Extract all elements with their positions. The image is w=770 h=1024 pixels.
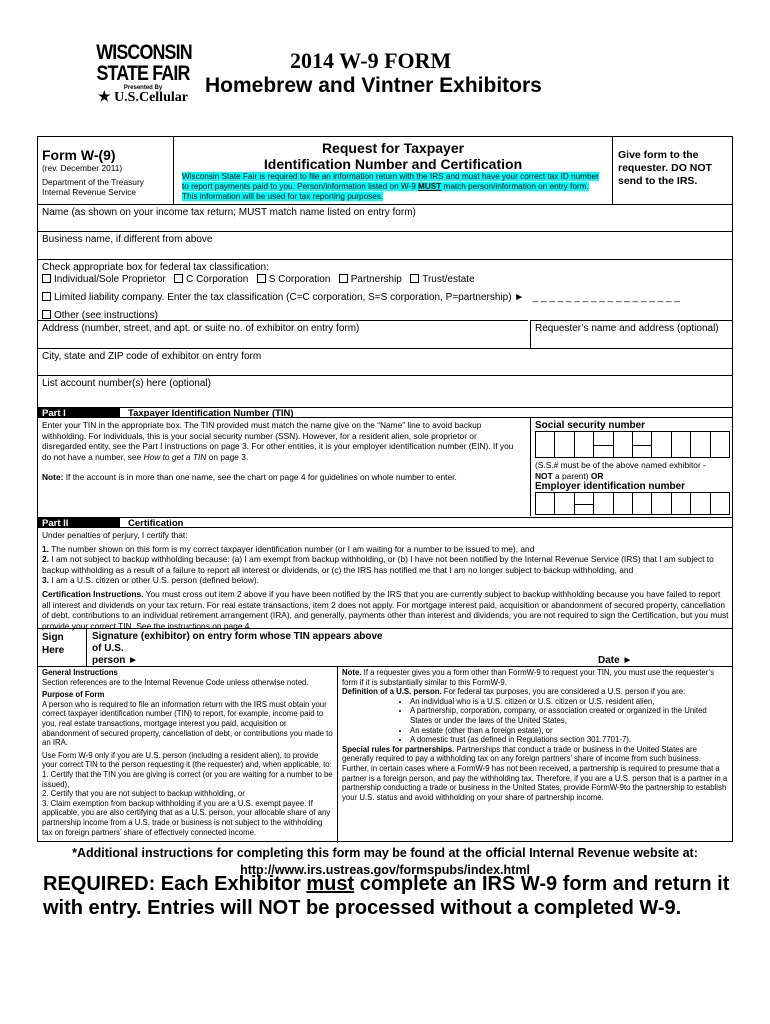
w9-form xyxy=(37,136,733,842)
checkbox-c-corp[interactable] xyxy=(174,274,183,283)
requester-field[interactable]: Requester’s name and address (optional) xyxy=(530,320,732,348)
address-field[interactable]: Address (number, street, and apt. or suite no. of exhibitor on entry form) xyxy=(38,320,528,348)
required-notice: REQUIRED: Each Exhibitor must complete an IRS W-9 form and return it with entry. Entries will NOT be processed without a completed W-9. xyxy=(43,873,730,919)
form-revision: (rev. December 2011) xyxy=(42,163,123,173)
agency: Internal Revenue Service xyxy=(42,187,137,198)
tin-box xyxy=(530,418,734,516)
checkbox-partnership[interactable] xyxy=(339,274,348,283)
checkbox-other[interactable] xyxy=(42,310,51,319)
certification-text: Under penalties of perjury, I certify that: 1. The number shown on this form is my correct taxpayer identification number (or I am waiting for a number to be issued to me), and 2. I am not subject to backup withholding because: (a) I am exempt from backup withholding, or (b) I have not been notified by the Internal Revenue Service (IRS) that I am subject to backup withholding as a result of a failure to report all interest or dividends, or (c) the IRS has notified me that I am no longer subject to backup withholding, and 3. I am a U.S. citizen or other U.S. person (defined below). Certification Instructions. You must cross out item 2 above if you have been notified by the IRS that you are currently subject to backup withholding because you have failed to report all interest and dividends on your tax return. For real estate transactions, item 2 does not apply. For mortgage interest paid, acquisition or abandonment of secured property, cancellation of debt, contributions to an individual retirement arrangement (IRA), and generally, payments other than interest and dividends, you are not required to sign the Certification, but you must provide your correct TIN. See the instructions on page 4. xyxy=(42,530,729,631)
checkbox-trust[interactable] xyxy=(410,274,419,283)
part2-header: Part II Certification xyxy=(38,517,732,528)
tax-classification: Check appropriate box for federal tax classification: Individual/Sole Proprietor C Corporation S Corporation Partnership Trust/estate Limited liability company. Enter the tax classification (C=C corporation, S=S corporation, P=partnership) ► _ _ _ _ _ _ _ _ _ _ _ _ _ _ _ _ _ _ Other (see instructions) xyxy=(38,259,732,320)
checkbox-llc[interactable] xyxy=(42,292,51,301)
page-subtitle: Homebrew and Vintner Exhibitors xyxy=(205,74,542,97)
request-title: Request for Taxpayer xyxy=(321,140,465,156)
general-instructions: General Instructions Section references are to the Internal Revenue Code unless otherwise noted. Purpose of Form A person who is required to file an information return with the IRS must obtain your correct taxpayer identification number (TIN) to report, for example, income paid to you, real estate transactions, mortgage interest you paid, acquisition or abandonment of secured property, cancellation of debt, or contributions you made to an IRA. Use Form W-9 only if you are U.S. person (including a resident alien), to provide your correct TIN to the person requesting it (the requester) and, when applicable, to: 1. Certify that the TIN you are giving is correct (or you are waiting for a number to be issued), 2. Certify that you are not subject to backup withholding, or 3. Claim exemption from backup withholding if you are a U.S. exempt payee. If applicable, you are also certifying that as a U.S. person, your allocable share of any partnership income from a U.S. trade or business is not subject to the withholding tax on foreign partners’ share of effectively connected income. xyxy=(42,668,333,837)
part1-text: Enter your TIN in the appropriate box. The TIN provided must match the name give on the “Name” line to avoid backup withholding. For individuals, this is your social security number (SSN). However, for a resident alien, sole proprietor or disregarded entity, see the Part I instructions on page 3. For other entities, it is your employer identification number (EIN). If you do not have a number, see How to get a TIN on page 3. Note: If the account is in more than one name, see the chart on page 4 for guidelines on whole number to enter. xyxy=(42,420,514,483)
part1-header: Part I Taxpayer Identification Number (TIN) xyxy=(38,407,732,418)
instructions xyxy=(38,666,732,843)
form-heading xyxy=(174,137,613,205)
date-field[interactable]: Date ► xyxy=(598,655,633,666)
name-field[interactable]: Name (as shown on your income tax return; MUST match name listed on entry form) xyxy=(38,204,732,231)
signature-field[interactable]: Signature (exhibitor) on entry form whose TIN appears above of U.S. person ► xyxy=(86,629,388,666)
city-field[interactable]: City, state and ZIP code of exhibitor on entry form xyxy=(38,348,732,375)
form-name: Form W-(9) xyxy=(42,147,116,163)
notice: Wisconsin State Fair is required to file an information return with the IRS and must have your correct tax ID number to report payments paid to you. Person/information listed on W-9 MUST match person/information on entry form. This information will be used for tax reporting purposes. xyxy=(182,172,599,201)
irs-link[interactable]: http://www.irs.ustreas.gov/formspubs/index.html xyxy=(240,863,530,877)
wisconsin-state-fair-logo: WISCONSIN STATE FAIR Presented By ★ U.S.Cellular xyxy=(96,41,192,105)
checkbox-s-corp[interactable] xyxy=(257,274,266,283)
request-subtitle: Identification Number and Certification xyxy=(263,156,523,172)
ssn-label: Social security number xyxy=(535,420,730,432)
sign-row: Sign Here Signature (exhibitor) on entry form whose TIN appears above of U.S. person ► Date ► xyxy=(38,628,732,666)
ein-input[interactable] xyxy=(535,493,730,515)
business-name-field[interactable]: Business name, if different from above xyxy=(38,231,732,259)
page-title: 2014 W-9 FORM xyxy=(290,48,452,73)
checkbox-individual[interactable] xyxy=(42,274,51,283)
form-id xyxy=(38,137,174,205)
additional-instructions: *Additional instructions for completing this form may be found at the official Internal Revenue website at: http://www.irs.ustreas.gov/formspubs/index.html xyxy=(37,845,733,879)
ssn-input[interactable] xyxy=(535,432,730,458)
give-form-note: Give form to the requester. DO NOT send to the IRS. xyxy=(618,149,712,187)
llc-classification-input[interactable]: _ _ _ _ _ _ _ _ _ _ _ _ _ _ _ _ _ _ xyxy=(532,292,680,303)
us-person-definition: Note. If a requester gives you a form other than FormW-9 to request your TIN, you must use the requester’s form if it is substantially similar to this FormW-9. Definition of a U.S. person. For federal tax purposes, you are considered a U.S. person if you are: • An individual who is a U.S. citizen or U.S. citizen or U.S. resident alien, • A partnership, corporation, company, or association created or organized in the United States or under the laws of the United States, • An estate (other than a foreign estate), or • A domestic trust (as defined in Regulations section 301.7701-7). Special rules for partnerships. Partnerships that conduct a trade or business in the United States are generally required to pay a withholding tax on any foreign partners’ share of income from such business. Further, in certain cases where a FormW-9 has not been received, a partnership is required to presume that a partner is a foreign person, and pay the withholding tax. Therefore, if you are a U.S. person that is a partner in a partnership conducting a trade or business in the United States, provide FormW-9to the partnership to establish your U.S. status and avoid withholding on your share of partnership income. xyxy=(337,667,732,843)
ein-label: Employer identification number xyxy=(535,481,730,493)
account-field[interactable]: List account number(s) here (optional) xyxy=(38,375,732,408)
ssn-note: (S.S.# must be of the above named exhibitor - NOT a parent) OR xyxy=(535,460,706,481)
dept: Department of the Treasury xyxy=(42,176,144,187)
